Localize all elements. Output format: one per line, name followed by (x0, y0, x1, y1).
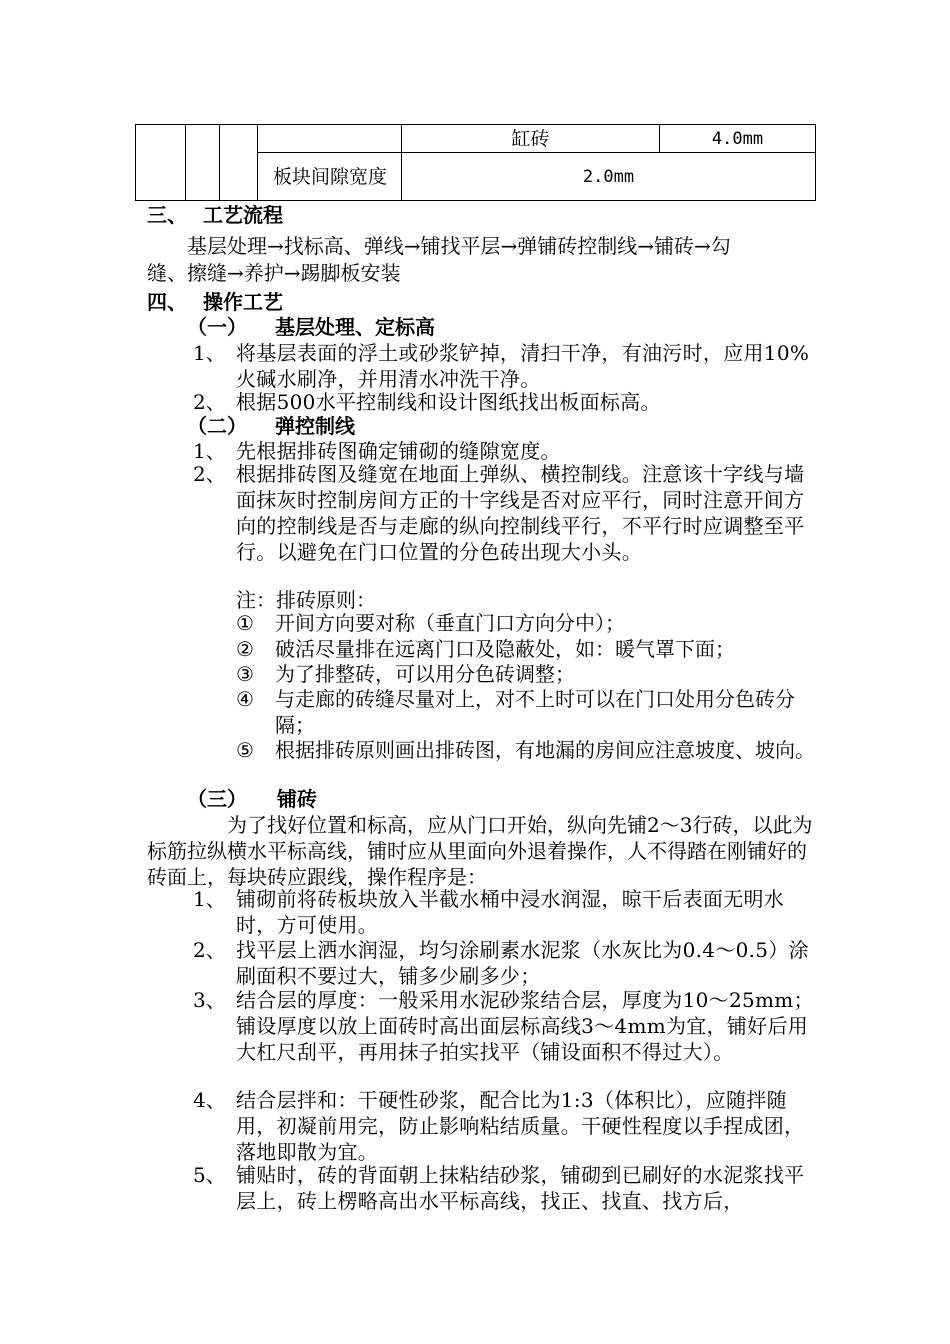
section-heading-4 (147, 289, 283, 315)
subsection-heading-2 (187, 413, 355, 439)
subsection-heading-1 (187, 314, 435, 340)
section-number: 三、 (147, 203, 187, 227)
principle-number: ① (236, 611, 254, 635)
subsection-number: （三） (187, 787, 247, 811)
list-item: 根据500水平控制线和设计图纸找出板面标高。 (236, 390, 661, 414)
list-number: 3、 (193, 988, 226, 1012)
list-number: 4、 (193, 1088, 226, 1112)
subsection-title: 铺砖 (277, 787, 317, 811)
subsection-title: 弹控制线 (275, 414, 355, 438)
principle-number: ⑤ (236, 738, 254, 762)
list-item: 铺砌前将砖板块放入半截水桶中浸水润湿，晾干后表面无明水时，方可使用。 (236, 887, 785, 937)
list-number: 1、 (193, 887, 226, 911)
subsection-number: （二） (187, 414, 247, 438)
list-item: 将基层表面的浮土或砂浆铲掉，清扫干净，有油污时，应用10%火碱水刷净，并用清水冲洗干净。 (236, 341, 810, 391)
principle-item: 破活尽量排在远离门口及隐蔽处，如：暖气罩下面； (275, 637, 735, 661)
list-item: 铺贴时，砖的背面朝上抹粘结砂浆，铺砌到已刷好的水泥浆找平层上，砖上楞略高出水平标高线，找正、找直、找方后， (236, 1163, 805, 1213)
table-cell-value-2: 2.0mm (582, 166, 635, 187)
section-number: 四、 (147, 290, 187, 314)
list-number: 2、 (193, 462, 226, 486)
list-item: 结合层拌和：干硬性砂浆，配合比为1:3（体积比），应随拌随用，初凝前用完，防止影响粘结质量。干硬性程度以手捏成团，落地即散为宜。 (236, 1088, 805, 1164)
section-title: 工艺流程 (203, 203, 283, 227)
table-cell-value-1: 4.0mm (711, 128, 764, 149)
subsection-title: 基层处理、定标高 (275, 315, 435, 339)
intro-paragraph: 为了找好位置和标高，应从门口开始，纵向先铺2～3行砖，以此为标筋拉纵横水平标高线，铺时应从里面向外退着操作，人不得踏在刚铺好的砖面上，每块砖应跟线，操作程序是： (147, 813, 813, 889)
section-title: 操作工艺 (203, 290, 283, 314)
list-number: 1、 (193, 439, 226, 463)
list-item: 先根据排砖图确定铺砌的缝隙宽度。 (236, 439, 561, 463)
list-item: 结合层的厚度：一般采用水泥砂浆结合层，厚度为10～25mm；铺设厚度以放上面砖时高出面层标高线3～4mm为宜，铺好后用大杠尺刮平，再用抹子拍实找平（铺设面积不得过大）。 (236, 988, 814, 1064)
list-number: 1、 (193, 341, 226, 365)
principle-number: ③ (236, 662, 254, 686)
principle-item: 为了排整砖，可以用分色砖调整； (275, 662, 575, 686)
subsection-number: （一） (187, 315, 247, 339)
flow-line-2: 缝、擦缝→养护→踢脚板安装 (147, 261, 401, 285)
note-label: 注：排砖原则： (236, 588, 376, 612)
list-number: 5、 (193, 1163, 226, 1187)
principle-item: 与走廊的砖缝尽量对上，对不上时可以在门口处用分色砖分隔； (275, 687, 795, 737)
table-cell-gap-label: 板块间隙宽度 (273, 165, 388, 188)
section-heading-3 (147, 202, 283, 228)
principle-item: 开间方向要对称（垂直门口方向分中）； (275, 611, 625, 635)
list-number: 2、 (193, 938, 226, 962)
list-number: 2、 (193, 390, 226, 414)
list-item: 找平层上洒水润湿，均匀涂刷素水泥浆（水灰比为0.4～0.5）涂刷面积不要过大，铺多少刷多少； (236, 938, 809, 988)
table-cell-material: 缸砖 (511, 127, 550, 150)
list-item: 根据排砖图及缝宽在地面上弹纵、横控制线。注意该十字线与墙面抹灰时控制房间方正的十字线是否对应平行，同时注意开间方向的控制线是否与走廊的纵向控制线平行，不平行时应调整至平行。以避免在门口位置的分色砖出现大小头。 (236, 462, 805, 564)
spec-table (135, 124, 816, 201)
subsection-heading-3 (187, 786, 317, 812)
principle-number: ④ (236, 687, 254, 711)
principle-number: ② (236, 637, 254, 661)
principle-item: 根据排砖原则画出排砖图，有地漏的房间应注意坡度、坡向。 (275, 738, 815, 762)
flow-line-1: 基层处理→找标高、弹线→铺找平层→弹铺砖控制线→铺砖→勾 (187, 234, 731, 258)
